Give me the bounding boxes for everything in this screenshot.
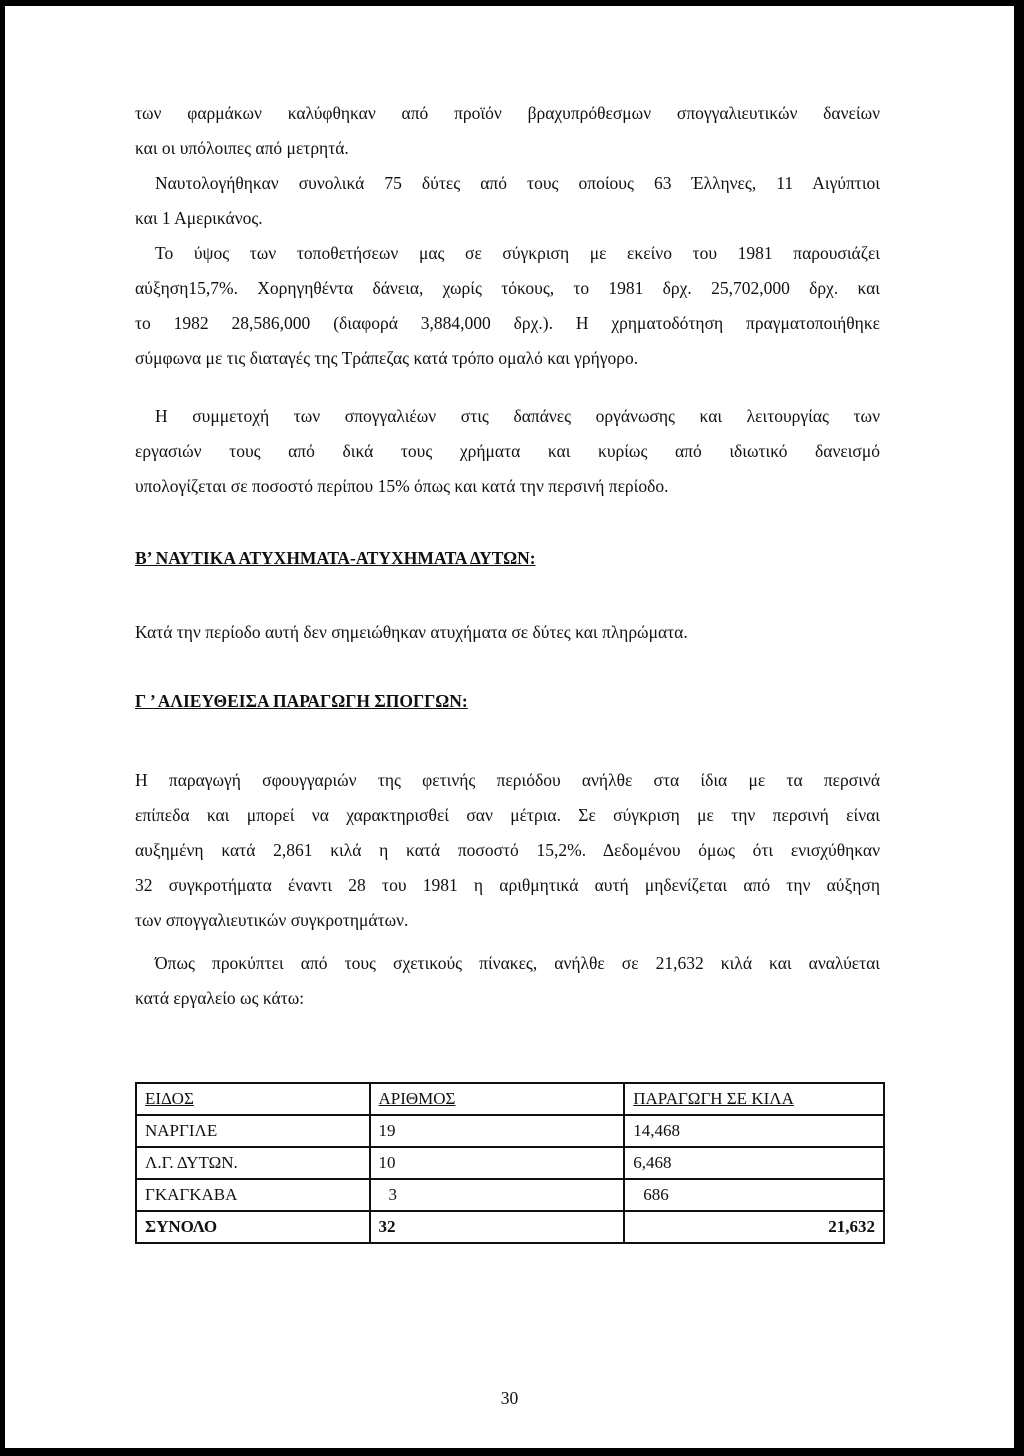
text-line: Η παραγωγή σφουγγαριών της φετινής περιόδου ανήλθε στα ίδια με τα περσινά [135, 770, 880, 790]
table-header-row [136, 1083, 884, 1115]
text-line: των φαρμάκων καλύφθηκαν από προϊόν βραχυπρόθεσμων σπογγαλιευτικών δανείων [135, 103, 880, 123]
text-line: υπολογίζεται σε ποσοστό περίπου 15% όπως και κατά την περσινή περίοδο. [135, 476, 669, 496]
text-line: επίπεδα και μπορεί να χαρακτηρισθεί σαν μέτρια. Σε σύγκριση με την περσινή είναι [135, 805, 880, 825]
production-table [135, 1082, 885, 1244]
page-number: 30 [500, 1388, 519, 1408]
paragraph-4 [135, 399, 880, 504]
cell-production: 14,468 [624, 1115, 884, 1147]
text-line: Κατά την περίοδο αυτή δεν σημειώθηκαν ατυχήματα σε δύτες και πληρώματα. [135, 622, 688, 642]
text-line: Ναυτολογήθηκαν συνολικά 75 δύτες από τους οποίους 63 Έλληνες, 11 Αιγύπτιοι [155, 173, 880, 193]
cell-type: ΓΚΑΓΚΑΒΑ [136, 1179, 370, 1211]
section-c-paragraph-1 [135, 763, 880, 938]
text-line: αυξημένη κατά 2,861 κιλά η κατά ποσοστό 15,2%. Δεδομένου όμως ότι ενισχύθηκαν [135, 840, 880, 860]
text-line: Όπως προκύπτει από τους σχετικούς πίνακες, ανήλθε σε 21,632 κιλά και αναλύεται [155, 953, 880, 973]
text-line: Το ύψος των τοποθετήσεων μας σε σύγκριση με εκείνο του 1981 παρουσιάζει [155, 243, 880, 263]
text-line: σύμφωνα με τις διαταγές της Τράπεζας κατά τρόπο ομαλό και γρήγορο. [135, 348, 639, 368]
total-label: ΣΥΝΟΛΟ [136, 1211, 370, 1243]
paragraph-3 [135, 236, 880, 376]
cell-type: Λ.Γ. ΔΥΤΩΝ. [136, 1147, 370, 1179]
text-line: 32 συγκροτήματα έναντι 28 του 1981 η αριθμητικά αυτή μηδενίζεται από την αύξηση [135, 875, 880, 895]
text-line: Η συμμετοχή των σπογγαλιέων στις δαπάνες οργάνωσης και λειτουργίας των [155, 406, 880, 426]
text-line: εργασιών τους από δικά τους χρήματα και κυρίως από ιδιωτικό δανεισμό [135, 441, 880, 461]
total-count: 32 [370, 1211, 625, 1243]
cell-type: ΝΑΡΓΙΛΕ [136, 1115, 370, 1147]
text-line: αύξηση15,7%. Χορηγηθέντα δάνεια, χωρίς τόκους, το 1981 δρχ. 25,702,000 δρχ. και [135, 278, 880, 298]
header-cell-production: ΠΑΡΑΓΩΓΗ ΣΕ ΚΙΛΑ [624, 1083, 884, 1115]
table-row [136, 1115, 884, 1147]
cell-count: 10 [370, 1147, 625, 1179]
text-line: κατά εργαλείο ως κάτω: [135, 988, 305, 1008]
paragraph-2 [135, 166, 880, 236]
cell-count: 3 [370, 1179, 625, 1211]
total-production: 21,632 [624, 1211, 884, 1243]
text-line: των σπογγαλιευτικών συγκροτημάτων. [135, 910, 409, 930]
table-row [136, 1147, 884, 1179]
section-b-text [135, 615, 880, 650]
text-line: και 1 Αμερικάνος. [135, 208, 263, 228]
paragraph-1 [135, 96, 880, 166]
table-total-row [136, 1211, 884, 1243]
header-cell-type: ΕΙΔΟΣ [136, 1083, 370, 1115]
header-cell-count: ΑΡΙΘΜΟΣ [370, 1083, 625, 1115]
cell-production: 6,468 [624, 1147, 884, 1179]
section-c-paragraph-2 [135, 946, 880, 1016]
section-b-heading: Β’ ΝΑΥΤΙΚΑ ΑΤΥΧΗΜΑΤΑ-ΑΤΥΧΗΜΑΤΑ ΔΥΤΩΝ: [135, 548, 536, 568]
text-line: το 1982 28,586,000 (διαφορά 3,884,000 δρχ.). Η χρηματοδότηση πραγματοποιήθηκε [135, 313, 880, 333]
text-line: και οι υπόλοιπες από μετρητά. [135, 138, 349, 158]
cell-production: 686 [624, 1179, 884, 1211]
cell-count: 19 [370, 1115, 625, 1147]
document-page [5, 6, 1014, 1448]
section-c-heading: Γ ’ ΑΛΙΕΥΘΕΙΣΑ ΠΑΡΑΓΩΓΗ ΣΠΟΓΓΩΝ: [135, 691, 468, 711]
table-row [136, 1179, 884, 1211]
